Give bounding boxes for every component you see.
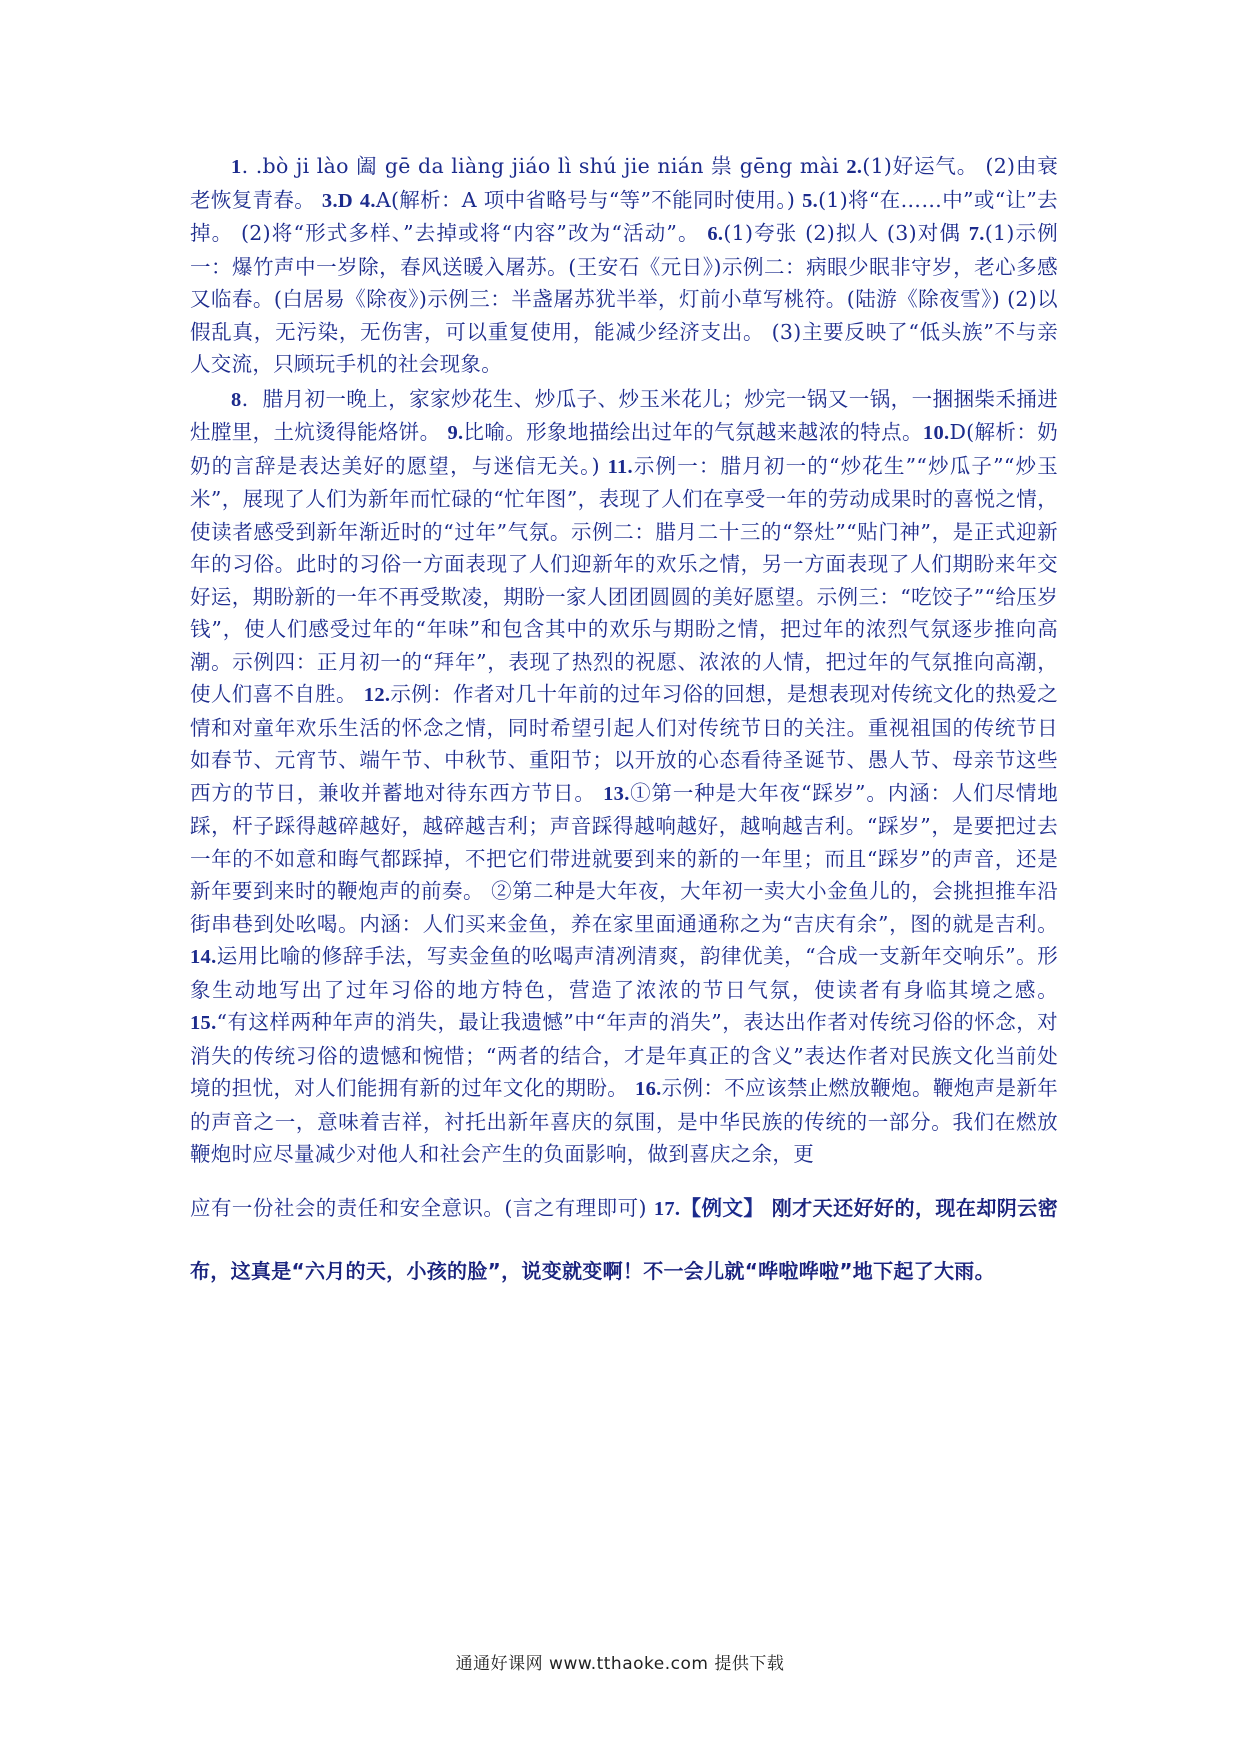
answer-text: “有这样两种年声的消失，最让我遗憾”中“年声的消失”，表达出作者对传统习俗的怀念，对消失的传统习俗的遗憾和惋惜；“两者的结合，才是年真正的含义”表达作者对民族文化当前处境的担忧，对人们能拥有新的过年文化的期盼。	[190, 1010, 1058, 1100]
answer-number: 12.	[363, 684, 391, 706]
answer-text: (1)夸张 (2)拟人 (3)对偶	[723, 221, 969, 245]
answer-number: 6.	[707, 223, 724, 245]
answer-number: 2.	[846, 156, 863, 178]
example-essay-text: 刚才天还好好的，现在却阴云密布，这真是“六月的天，小孩的脸”，说变就变啊！不一会儿就“哗啦哗啦”地下起了大雨。	[190, 1195, 1058, 1283]
answer-text: D(解析：奶奶的言辞是表达美好的愿望，与迷信无关。)	[190, 420, 1058, 478]
answer-text	[353, 188, 360, 212]
answer-number: 5.	[802, 189, 819, 212]
answer-text: 示例：不应该禁止燃放鞭炮。鞭炮声是新年的声音之一，意味着吉祥，衬托出新年喜庆的氛围，是中华民族的传统的一部分。我们在燃放鞭炮时应尽量减少对他人和社会产生的负面影响，做到喜庆之余，更	[190, 1076, 1059, 1166]
answer-text: 示例一：腊月初一的“炒花生”“炒瓜子”“炒玉米”，展现了人们为新年而忙碌的“忙年图”，表现了人们在享受一年的劳动成果时的喜悦之情，使读者感受到新年渐近时的“过年”气氛。示例二：腊月二十三的“祭灶”“贴门神”，是正式迎新年的习俗。此时的习俗一方面表现了人们迎新年的欢乐之情，另一方面表现了人们期盼来年交好运，期盼新的一年不再受欺凌，期盼一家人团团圆圆的美好愿望。示例三：“吃饺子”“给压岁钱”，使人们感受过年的“年味”和包含其中的欢乐与期盼之情，把过年的浓烈气氛逐步推向高潮。示例四：正月初一的“拜年”，表现了热烈的祝愿、浓浓的人情，把过年的气氛推向高潮，使人们喜不自胜。	[190, 453, 1058, 706]
answer-number: 7.	[968, 223, 985, 245]
answer-content	[190, 150, 1058, 1302]
answer-text: 运用比喻的修辞手法，写卖金鱼的吆喝声清冽清爽，韵律优美，“合成一支新年交响乐”。形象生动地写出了过年习俗的地方特色，营造了浓浓的节日气氛，使读者有身临其境之感。	[190, 944, 1058, 1002]
answer-text: 示例：作者对几十年前的过年习俗的回想，是想表现对传统文化的热爱之情和对童年欢乐生活的怀念之情，同时希望引起人们对传统节日的关注。重视祖国的传统节日如春节、元宵节、端午节、中秋节、重阳节；以开放的心态看待圣诞节、愚人节、母亲节这些西方的节日，兼收并蓄地对待东西方节日。	[190, 682, 1058, 805]
answer-text: (1)好运气。 (2)由衰老恢复青春。	[190, 154, 1058, 212]
answer-text: A(解析：A 项中省略号与“等”不能同时使用。)	[375, 187, 803, 212]
answer-text: 比喻。形象地描绘出过年的气氛越来越浓的特点。	[463, 420, 923, 444]
answer-text: (1)将“在……中”或“让”去掉。 (2)将“形式多样、”去掉或将“内容”改为“活动”。	[190, 187, 1058, 245]
answer-number: 11.	[607, 455, 633, 478]
answer-number: 8	[231, 388, 242, 411]
answer-number: 4.	[359, 189, 376, 212]
answer-number: 10.	[922, 422, 950, 444]
answer-number: 9.	[447, 422, 464, 444]
answer-number: 1	[231, 156, 242, 178]
answer-number: 3.D	[321, 189, 353, 212]
answer-paragraph-1	[190, 150, 1058, 381]
answer-text: ①第一种是大年夜“踩岁”。内涵：人们尽情地踩，杆子踩得越碎越好，越碎越吉利；声音踩得越响越好，越响越吉利。“踩岁”，是要把过去一年的不如意和晦气都踩掉，不把它们带进就要到来的新的一年里；而且“踩岁”的声音，还是新年要到来时的鞭炮声的前奏。 ②第二种是大年夜，大年初一卖大小金鱼儿的，会挑担推车沿街串巷到处吆喝。内涵：人们买来金鱼，养在家里面通通称之为“吉庆有余”，图的就是吉利。	[190, 780, 1059, 936]
answer-number: 13.	[603, 782, 630, 805]
answer-number: 17.	[653, 1197, 681, 1220]
answer-paragraph-2	[190, 383, 1058, 1171]
answer-number: 16.	[635, 1078, 662, 1100]
answer-text: 应有一份社会的责任和安全意识。(言之有理即可)	[190, 1195, 654, 1220]
answer-number: 14.	[190, 946, 217, 968]
answer-number: 15.	[190, 1012, 217, 1034]
example-essay-label: 【例文】	[680, 1197, 765, 1220]
answer-text: ．腊月初一晚上，家家炒花生、炒瓜子、炒玉米花儿；炒完一锅又一锅，一捆捆柴禾捅进灶膛里，土炕烫得能烙饼。	[190, 386, 1058, 444]
answer-text: . .bò ji lào 阖 gē da liàng jiáo lì shú jie nián 祟 gēng mài	[241, 154, 847, 178]
answer-text: (1)示例一：爆竹声中一岁除，春风送暖入屠苏。(王安石《元日》)示例二：病眼少眠非守岁，老心多感又临春。(白居易《除夜》)示例三：半盏屠苏犹半举，灯前小草写桃符。(陆游《除夜雪》) (2)以假乱真，无污染，无伤害，可以重复使用，能减少经济支出。 (3)主要反映了“低头族”不与亲人交流，只顾玩手机的社会现象。	[190, 221, 1058, 376]
page-footer: 通通好课网 www.tthaoke.com 提供下载	[455, 1654, 785, 1674]
answer-paragraph-3	[190, 1177, 1058, 1302]
